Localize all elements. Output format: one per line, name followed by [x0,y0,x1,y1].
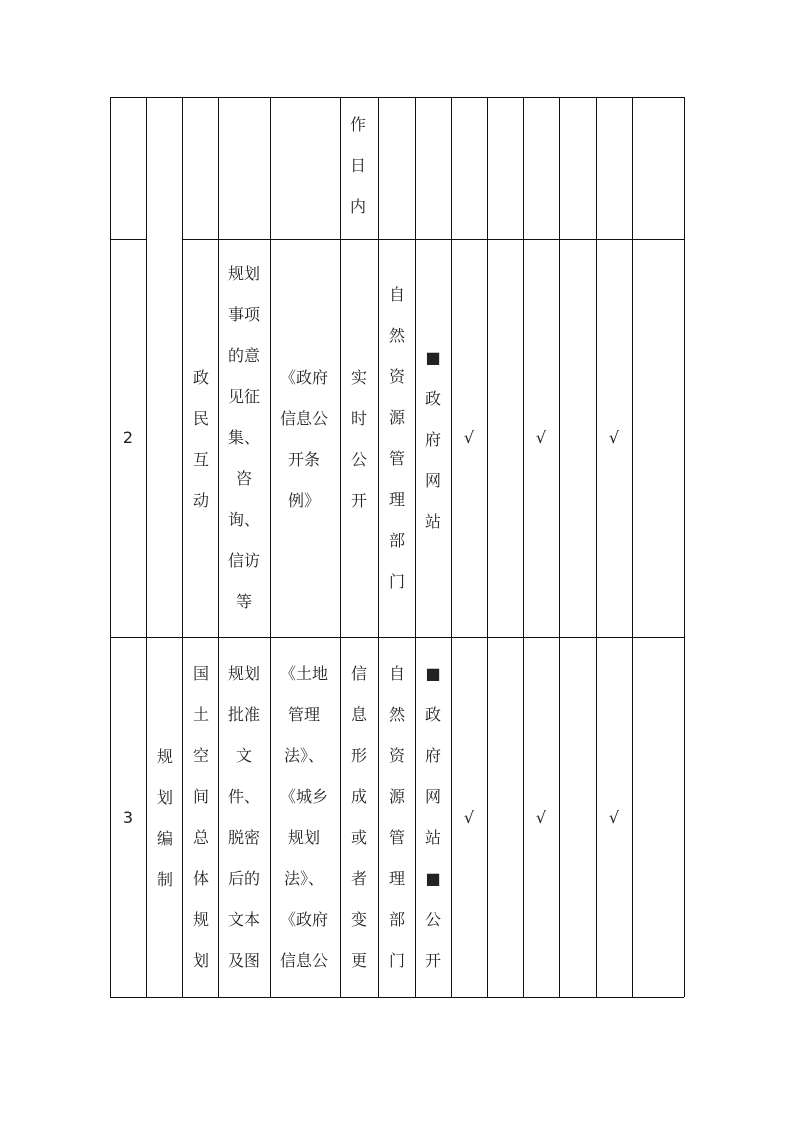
column-divider [559,97,560,997]
column-divider [632,97,633,997]
scope-cell: 规划批准文件、脱密后的文本及图 [227,664,260,970]
column-divider [378,97,379,997]
time-limit-cell: 实时公开 [350,368,367,510]
column-divider [146,97,147,997]
table-bottom-border [110,997,684,998]
content-cell: 国土空间总体规划 [192,664,209,970]
table-top-border [110,97,684,98]
check-mark: √ [463,428,475,447]
row-number: 2 [122,428,134,447]
column-divider [270,97,271,997]
basis-cell: 《政府信息公开条例》 [279,368,328,510]
category-cell: 规划编制 [156,747,173,889]
check-mark: √ [535,428,547,447]
channel-cell: ■政府网站■公开 [424,664,441,970]
column-divider [340,97,341,997]
column-divider [596,97,597,997]
row-divider [110,637,684,638]
check-mark: √ [608,428,620,447]
check-mark: √ [535,808,547,827]
column-divider [451,97,452,997]
column-divider [182,97,183,997]
row-divider [110,239,146,240]
column-divider [684,97,685,997]
channel-cell: ■政府网站 [424,348,441,531]
content-cell: 政民互动 [192,368,209,510]
check-mark: √ [463,808,475,827]
time-limit-cell: 作日内 [349,115,366,216]
row-number: 3 [122,808,134,827]
row-divider [182,239,684,240]
time-limit-cell: 信息形成或者变更 [350,664,367,970]
check-mark: √ [608,808,620,827]
column-divider [523,97,524,997]
scope-cell: 规划事项的意见征集、咨询、信访等 [227,264,260,611]
column-divider [110,97,111,997]
column-divider [415,97,416,997]
column-divider [487,97,488,997]
subject-cell: 自然资源管理部门 [388,285,405,591]
subject-cell: 自然资源管理部门 [388,664,405,970]
basis-cell: 《土地管理法》、《城乡规划法》、《政府信息公 [279,664,328,970]
column-divider [218,97,219,997]
